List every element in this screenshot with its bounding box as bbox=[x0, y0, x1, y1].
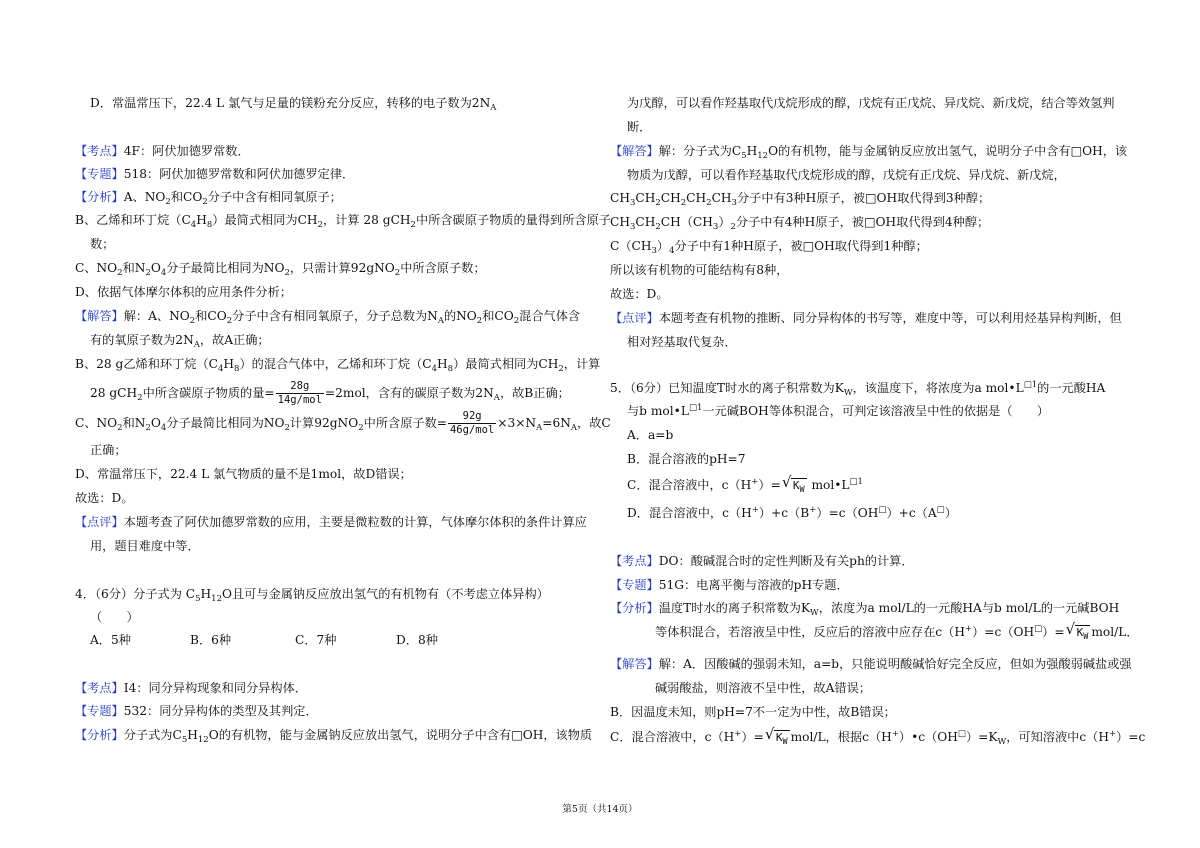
q4-jieda-3: $CH_3CH_2CH_2CH_2CH_3$分子中有3种H原子，被□OH取代得到3种醇； bbox=[610, 191, 991, 208]
zhuanti-tag: 【专题】 bbox=[75, 704, 124, 718]
jieda-a1: 【解答】解：A、$NO_2$和$CO_2$分子中含有相同氧原子，分子总数为$N_A$的$NO_2$和$CO_2$混合气体含 bbox=[75, 309, 581, 326]
conclusion: 故选：D。 bbox=[75, 491, 134, 505]
q4-stem: 4．（6分）分子式为 $C_5H_{12}O$且可与金属钠反应放出氢气的有机物有（不考虑立体异构） bbox=[75, 587, 549, 604]
jieda-tag: 【解答】 bbox=[610, 144, 659, 158]
q4-jieda-2: 物质为戊醇，可以看作羟基取代戊烷形成的醇，戊烷有正戊烷、异戊烷、新戊烷， bbox=[627, 168, 1066, 182]
q3-option-d: D．常温常压下，22.4 L 氯气与足量的镁粉充分反应，转移的电子数为$2N_A$ bbox=[90, 96, 497, 113]
q4-cont-1: 为戊醇，可以看作羟基取代戊烷形成的醇，戊烷有正戊烷、异戊烷、新戊烷，结合等效氢判 bbox=[627, 96, 1115, 110]
q5-stem-2: 与b $mol•L^{□1}$一元碱BOH等体积混合，可判定该溶液呈中性的依据是（ ） bbox=[627, 403, 1050, 418]
q5-zhuanti: 【专题】51G：电离平衡与溶液的pH专题． bbox=[610, 578, 849, 592]
fenxi-b1: B、乙烯和环丁烷$(C_4H_8)$最简式相同为$CH_2$，计算 28 gCH$_2$中所含碳原子物质的量得到所含原子 bbox=[75, 213, 611, 230]
q5-jieda-1: 【解答】解：A．因酸碱的强弱未知，a=b，只能说明酸碱恰好完全反应，但如为强酸弱碱盐或强 bbox=[610, 657, 1132, 671]
q4-option-d: D．8种 bbox=[396, 633, 438, 647]
q4-option-c: C．7种 bbox=[295, 633, 337, 647]
q5-jieda-3: B．因温度未知，则pH=7不一定为中性，故B错误； bbox=[610, 705, 896, 719]
jieda-c1: C、$NO_2$和$N_2O_4$分子最简比相同为$NO_2$计算92gNO$_2$中所含原子数= $\frac{92g}{\text{46g/mol}}$ $\times 3\times N_A=6N_A$，故C bbox=[75, 410, 611, 436]
page-footer: 第5页（共14页） bbox=[562, 804, 638, 815]
dianping-1: 【点评】本题考查了阿伏加德罗常数的应用，主要是微粒数的计算，气体摩尔体积的条件计算应 bbox=[75, 515, 587, 529]
fenxi-tag: 【分析】 bbox=[610, 601, 659, 615]
zhuanti-tag: 【专题】 bbox=[610, 578, 659, 592]
dianping-tag: 【点评】 bbox=[75, 515, 124, 529]
fenxi-tag: 【分析】 bbox=[75, 190, 124, 204]
kaodian-tag: 【考点】 bbox=[75, 144, 124, 158]
q4-dianping-1: 【点评】本题考查有机物的推断、同分异构体的书写等，难度中等，可以利用烃基异构判断，但 bbox=[610, 311, 1122, 325]
fenxi-tag: 【分析】 bbox=[75, 728, 124, 742]
sqrt-kw: √ $K_W$ bbox=[1065, 620, 1089, 642]
q5-jieda-2: 碱弱酸盐，则溶液不呈中性，故A错误； bbox=[655, 681, 871, 695]
q5-option-c: C．混合溶液中，c（H+）= √ $K_W$ $mol•L^{□1}$ bbox=[627, 473, 863, 495]
jieda-tag: 【解答】 bbox=[75, 309, 124, 323]
q5-stem-1: 5．（6分）已知温度T时水的离子积常数为$K_W$，该温度下，将浓度为a $mol•L^{□1}$的一元酸HA bbox=[610, 380, 1106, 398]
q4-jieda-4: $CH_3CH_2CH(CH_3)_2$分子中有4种H原子，被□OH取代得到4种醇； bbox=[610, 215, 990, 232]
q5-option-d: D．混合溶液中，c（H+）+c（B+）=c（OH□）+c（A□） bbox=[627, 505, 957, 520]
jieda-b2: 28 gCH$_2$中所含碳原子物质的量= $\frac{28g}{\text{14g/mol}}$ =2mol，含有的碳原子数为$2N_A$，故B正确； bbox=[90, 380, 570, 406]
kaodian-tag: 【考点】 bbox=[610, 554, 659, 568]
kaodian-tag: 【考点】 bbox=[75, 681, 124, 695]
q4-option-a: A．5种 bbox=[90, 633, 131, 647]
jieda-tag: 【解答】 bbox=[610, 657, 659, 671]
q4-cont-2: 断． bbox=[627, 120, 652, 134]
dianping-tag: 【点评】 bbox=[610, 311, 659, 325]
q4-option-b: B．6种 bbox=[190, 633, 232, 647]
fenxi-c: C、$NO_2$和$N_2O_4$分子最简比相同为$NO_2$，只需计算92gNO$_2$中所含原子数； bbox=[75, 261, 486, 278]
q5-option-a: A．a=b bbox=[627, 428, 674, 442]
q4-conclusion: 故选：D。 bbox=[610, 287, 669, 301]
dianping-2: 用，题目难度中等． bbox=[90, 539, 200, 553]
jieda-a2: 有的氧原子数为$2N_A$，故A正确； bbox=[90, 333, 270, 350]
q4-jieda-5: $C(CH_3)_4$分子中有1种H原子，被□OH取代得到1种醇； bbox=[610, 239, 928, 256]
q5-fenxi-2: 等体积混合，若溶液呈中性，反应后的溶液中应存在c（H+）=c（OH□）= √ $K_W$ mol/L． bbox=[655, 620, 1139, 642]
q5-kaodian: 【考点】DO：酸碱混合时的定性判断及有关ph的计算． bbox=[610, 554, 914, 568]
fraction: $\frac{28g}{\text{14g/mol}}$ bbox=[277, 380, 322, 406]
fenxi-a: 【分析】A、$NO_2$和$CO_2$分子中含有相同氧原子； bbox=[75, 190, 342, 207]
zhuanti-tag: 【专题】 bbox=[75, 167, 124, 181]
jieda-d: D、常温常压下，22.4 L 氯气物质的量不是1mol，故D错误； bbox=[75, 467, 412, 481]
jieda-b1: B、28 g乙烯和环丁烷$(C_4H_8)$的混合气体中，乙烯和环丁烷$(C_4H_8)$最简式相同为$CH_2$，计算 bbox=[75, 357, 601, 374]
q4-kaodian: 【考点】I4：同分异构现象和同分异构体． bbox=[75, 681, 307, 695]
zhuanti-text: 518：阿伏加德罗常数和阿伏加德罗定律． bbox=[123, 167, 355, 181]
q4-fenxi: 【分析】分子式为$C_5H_{12}O$的有机物，能与金属钠反应放出氢气，说明分子中含有□OH，该物质 bbox=[75, 728, 593, 745]
jieda-c2: 正确； bbox=[90, 443, 127, 457]
q4-jieda-6: 所以该有机物的可能结构有8种， bbox=[610, 263, 789, 277]
fraction: $\frac{92g}{\text{46g/mol}}$ bbox=[449, 410, 495, 436]
kaodian bbox=[75, 143, 250, 159]
kaodian-text: 4F：阿伏加德罗常数． bbox=[123, 144, 250, 158]
fenxi-d: D、依据气体摩尔体积的应用条件分析； bbox=[75, 285, 292, 299]
q5-option-b: B．混合溶液的pH=7 bbox=[627, 452, 746, 466]
sqrt-kw: √ $K_W$ bbox=[764, 725, 788, 747]
q4-jieda-1: 【解答】解：分子式为$C_5H_{12}O$的有机物，能与金属钠反应放出氢气，说明分子中含有□OH，该 bbox=[610, 144, 1128, 161]
q4-zhuanti: 【专题】532：同分异构体的类型及其判定． bbox=[75, 704, 318, 718]
q5-jieda-4: C．混合溶液中，c（H+）= √ $K_W$ mol/L，根据$c(H^+)•c(OH^□)=K_W$，可知溶液中c（H+）=c bbox=[610, 725, 1146, 747]
fenxi-b2: 数； bbox=[90, 237, 115, 251]
q5-fenxi-1: 【分析】温度T时水的离子积常数为$K_W$，浓度为a mol/L的一元酸HA与b mol/L的一元碱BOH bbox=[610, 601, 1120, 618]
q4-paren: （ ） bbox=[90, 610, 139, 624]
q4-dianping-2: 相对羟基取代复杂． bbox=[627, 335, 737, 349]
zhuanti bbox=[75, 166, 354, 182]
sqrt-kw: √ $K_W$ bbox=[781, 473, 805, 495]
